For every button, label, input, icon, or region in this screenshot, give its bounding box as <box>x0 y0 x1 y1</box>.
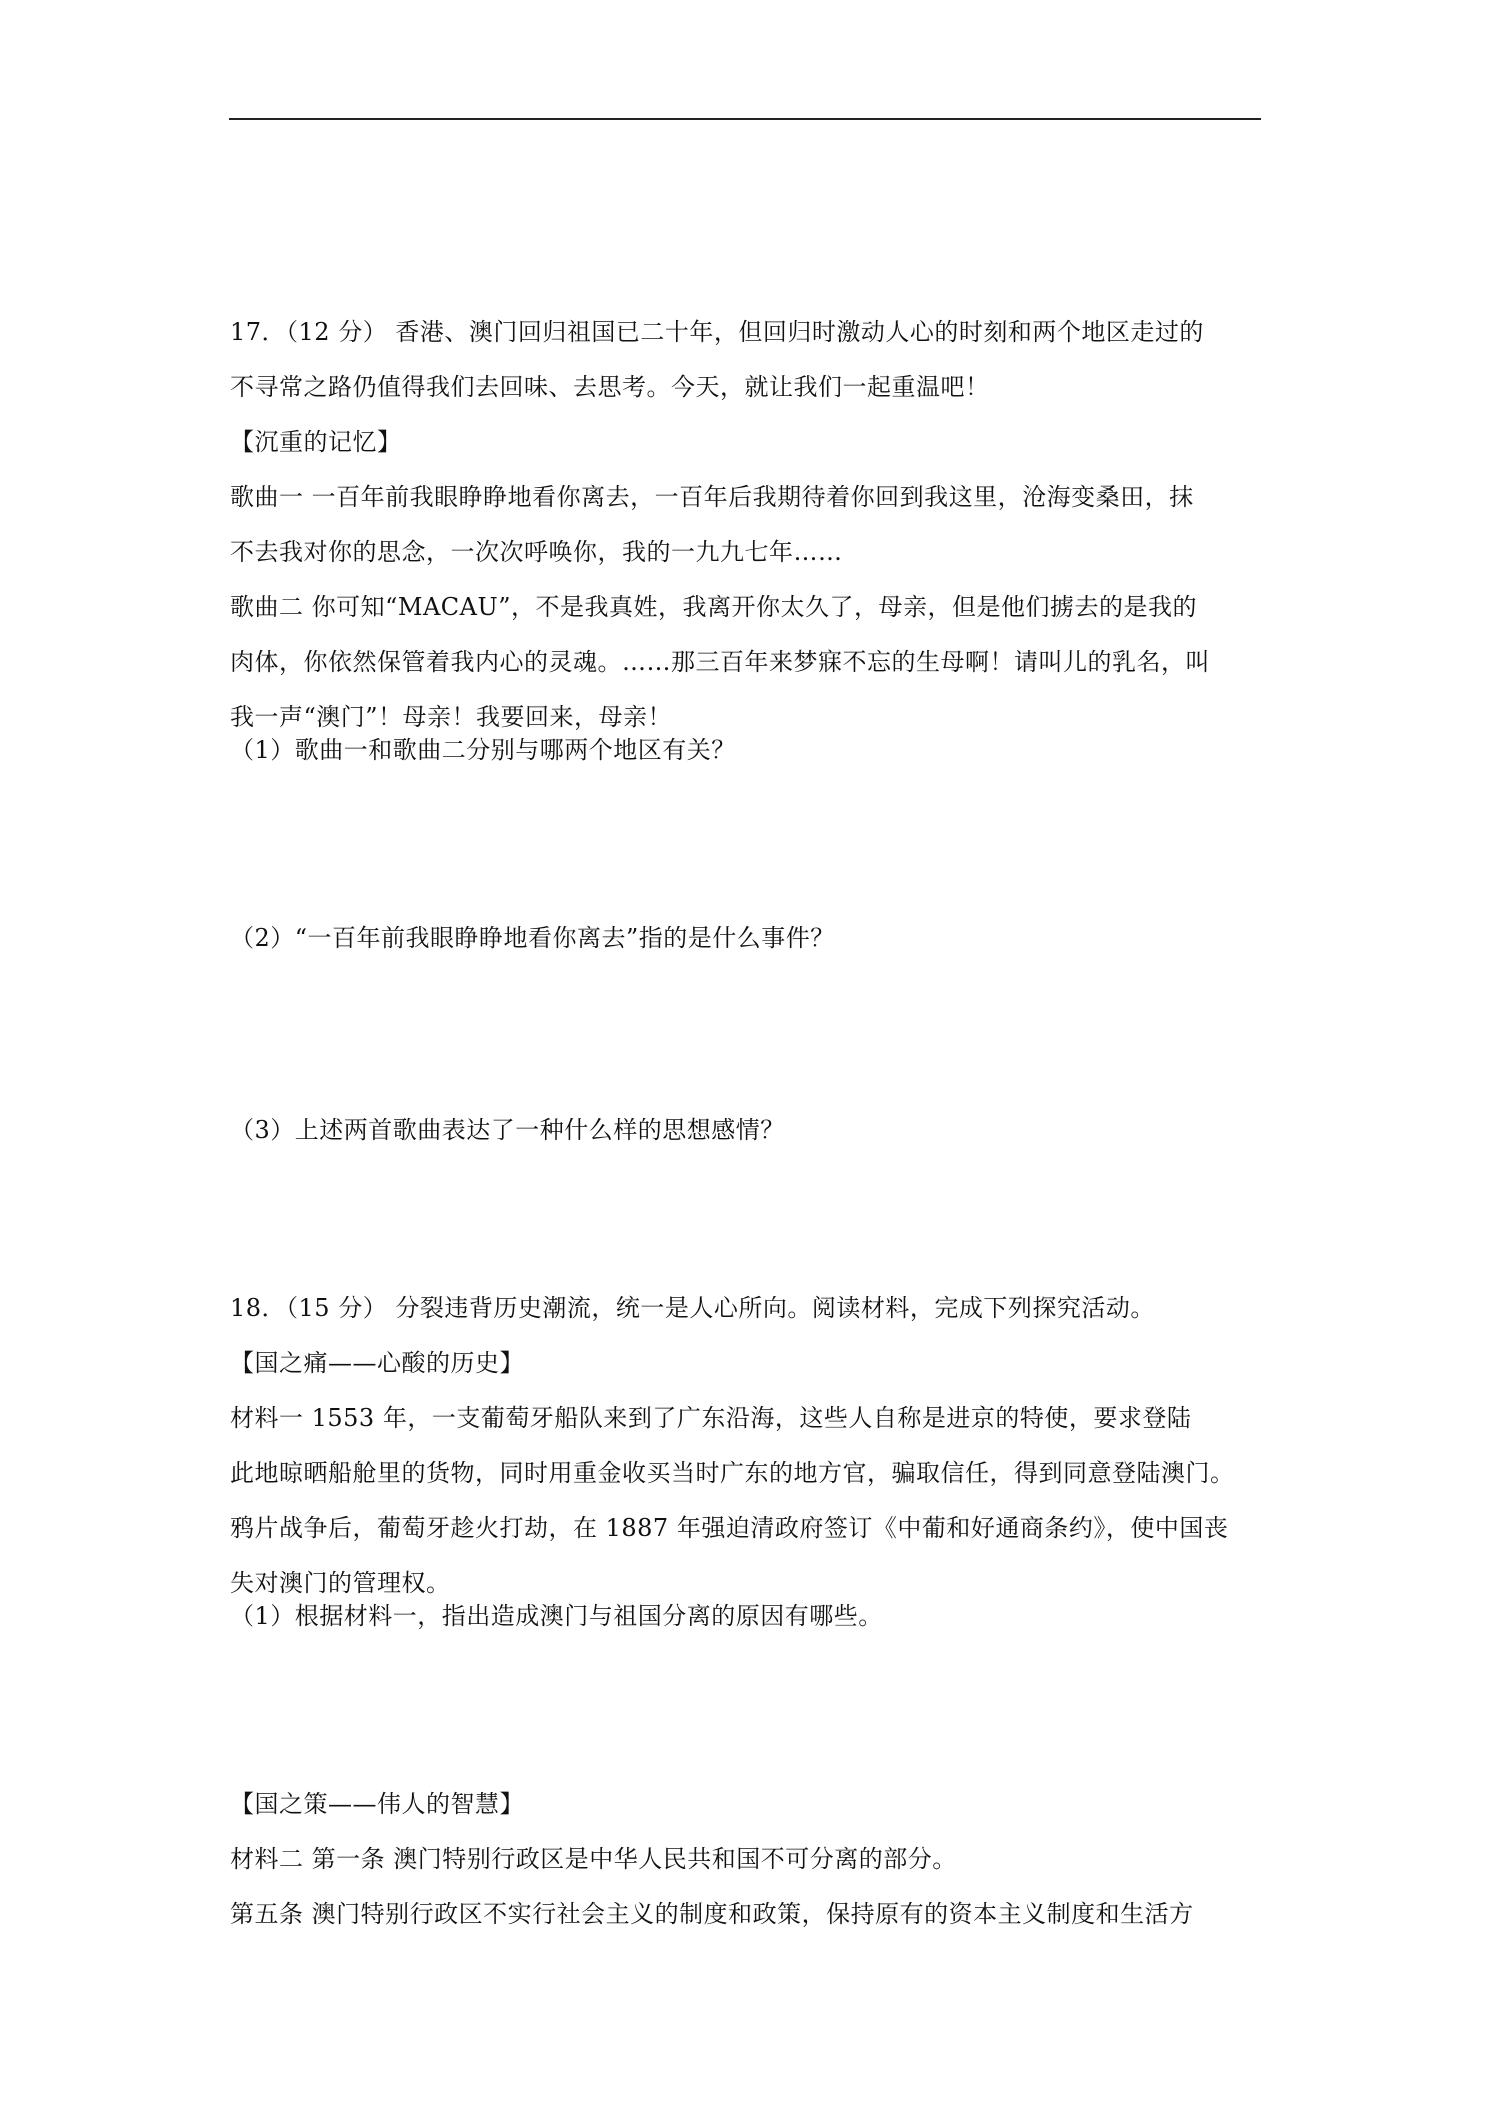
q17-sub-question-3: （3）上述两首歌曲表达了一种什么样的思想感情？ <box>230 1116 785 1144</box>
q17-sub-question-2: （2）“一百年前我眼睁睁地看你离去”指的是什么事件？ <box>230 924 835 952</box>
q17-line-1: 17．（12 分） 香港、澳门回归祖国已二十年，但回归时激动人心的时刻和两个地区走过的 <box>230 318 1204 346</box>
q18-material-1-line-4: 失对澳门的管理权。 <box>230 1569 451 1597</box>
q18-material-1-line-2: 此地晾晒船舱里的货物，同时用重金收买当时广东的地方官，骗取信任，得到同意登陆澳门。 <box>230 1459 1235 1487</box>
q17-section-heading: 【沉重的记忆】 <box>230 428 402 456</box>
q17-line-7: 肉体，你依然保管着我内心的灵魂。……那三百年来梦寐不忘的生母啊！请叫儿的乳名，叫 <box>230 648 1210 676</box>
q18-material-2-line-1: 材料二 第一条 澳门特别行政区是中华人民共和国不可分离的部分。 <box>230 1845 957 1873</box>
q17-line-4: 歌曲一 一百年前我眼睁睁地看你离去，一百年后我期待着你回到我这里，沧海变桑田，抹 <box>230 483 1194 511</box>
q18-sub-question-1: （1）根据材料一，指出造成澳门与祖国分离的原因有哪些。 <box>230 1602 883 1630</box>
header-rule <box>229 118 1261 120</box>
q18-material-2-line-2: 第五条 澳门特别行政区不实行社会主义的制度和政策，保持原有的资本主义制度和生活方 <box>230 1900 1194 1928</box>
q17-line-6: 歌曲二 你可知“MACAU”，不是我真姓，我离开你太久了，母亲，但是他们掳去的是我的 <box>230 593 1197 621</box>
q18-material-1-line-1: 材料一 1553 年，一支葡萄牙船队来到了广东沿海，这些人自称是进京的特使，要求登陆 <box>230 1404 1192 1432</box>
q17-line-8: 我一声“澳门”！母亲！我要回来，母亲！ <box>230 703 673 731</box>
q18-line-1: 18．（15 分） 分裂违背历史潮流，统一是人心所向。阅读材料，完成下列探究活动。 <box>230 1294 1155 1322</box>
q17-line-5: 不去我对你的思念，一次次呼唤你，我的一九九七年…… <box>230 538 843 566</box>
q17-line-2: 不寻常之路仍值得我们去回味、去思考。今天，就让我们一起重温吧！ <box>230 373 990 401</box>
q18-section-heading-2: 【国之策——伟人的智慧】 <box>230 1790 524 1818</box>
q18-section-heading-1: 【国之痛——心酸的历史】 <box>230 1349 524 1377</box>
q17-sub-question-1: （1）歌曲一和歌曲二分别与哪两个地区有关？ <box>230 736 736 764</box>
q18-material-1-line-3: 鸦片战争后，葡萄牙趁火打劫，在 1887 年强迫清政府签订《中葡和好通商条约》，使中国丧 <box>230 1514 1229 1542</box>
